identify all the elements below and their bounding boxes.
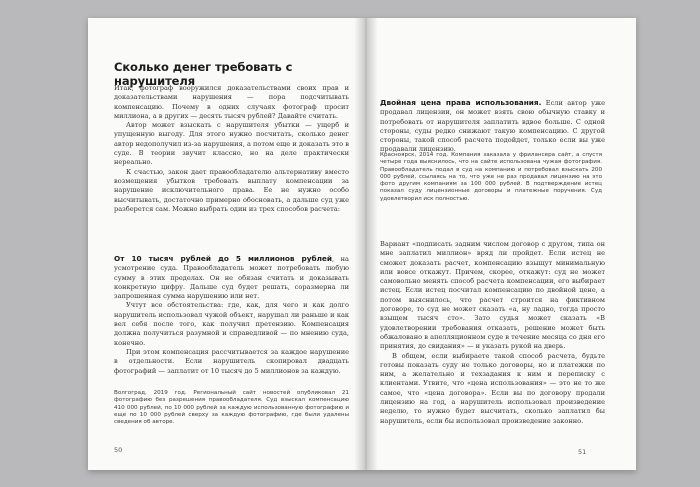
intro-text: [114, 84, 349, 214]
method-1-heading: От 10 тысяч рублей до 5 миллионов рублей: [114, 254, 332, 263]
page-title: Сколько денег требовать с нарушителя: [114, 60, 293, 88]
method-1-text: [114, 254, 349, 376]
paragraph-2: В общем, если выбираете такой способ расчета, будьте готовы показать суду не только договоры, но и платежки по ним, а желательно и техзадания к ним и переписку с клиентами. Утвите, что «цена использования» — это не то же самое, что «цена договора». Если вы по договору продали лицензию на год, а нарушитель использовал произведение неделю, то нужно будет высчитать, сколько заплатил бы нарушитель, если бы использовал произведение законно.: [380, 351, 605, 425]
example-note: Красноярск, 2014 год. Компания заказала у фрилансера сайт, а спустя четыре года выяснилось, что на сайте использована чужая фотография. Правообладатель подал в суд на компанию и потребовал взыскать 200 000 рублей, ссылаясь на то, что уже не раз продавал лицензию на это фото другим компаниям за 100 000 рублей. В подтверждение истец показал суду лицензионные договоры и платежные поручения. Суд удовлетворил иск полностью.: [380, 152, 602, 202]
right-page: [366, 18, 636, 470]
page-number: 50: [114, 446, 123, 454]
example-note: Волгоград, 2019 год. Региональный сайт новостей опубликовал 21 фотографию без разрешения правообладателя. Суд взыскал компенсацию 410 000 рублей, по 10 000 рублей за каждую использованную фотографию и еще по 10 000 рублей сверху за каждую фотографию, где были удалены сведения об авторе.: [114, 390, 349, 426]
paragraph-6: При этом компенсация рассчитывается за каждое нарушение в отдельности. Если нарушитель скопировал двадцать фотографий — заплатит от 10 тысяч до 5 миллионов за каждую.: [114, 347, 349, 375]
left-page: [88, 18, 366, 470]
page-number: 51: [578, 448, 587, 456]
paragraph-1: Вариант «подписать задним числом договор с другом, типа он мне заплатил миллион» вряд ли пройдет. Если истец не сможет доказать расчет, компенсацию взыщут минимальную или вовсе откажут. Причем, скорее, откажут: суд не может самовольно менять способ расчета компенсации, его выбирает истец. Если истец посчитал компенсацию по двойной цене, а потом выяснилось, что расчет строится на фиктивном договоре, то суд не может сказать «а, ну ладно, тогда просто взыщем тысяч сто». Зато судья может сказать «В удовлетворении требования отказать, решение может быть обжаловано в апелляционном суде в течение месяца со дня его принятия, до свидания» — и указать рукой на дверь.: [380, 240, 605, 351]
method-2-text: [380, 98, 605, 155]
open-book: [88, 18, 636, 470]
paragraph-1: Итак, фотограф вооружился доказательствами своих прав и доказательствами нарушения — пора подсчитывать компенсацию. Почему в одних случаях фотограф просит миллиона, а в других — десять тысяч рублей? Давайте считать.: [114, 84, 349, 120]
paragraph-3: К счастью, закон дает правообладателю альтернативу вместо возмещения убытков требовать выплату компенсации за нарушение исключительного права. Ее не нужно особо высчитывать, достаточно примерно обосновать, а дальше суд уже разберется сам. Можно выбрать один из трех способов расчета:: [114, 167, 349, 213]
paragraph-5: Учтут все обстоятельства: где, как, для чего и как долго нарушитель использовал чужой объект, нарушал ли раньше и как вел себя после того, как получил претензию. Компенсация должна получиться разумной и справедливой — по мнению суда, конечно.: [114, 301, 349, 347]
method-1-body: , на усмотрение суда. Правообладатель может потребовать любую сумму в этих пределах. Он не обязан считать и доказывать конкретную цифру. Дальше суд будет решать, соразмерна ли запрошенная сумма нарушению или нет.: [114, 255, 349, 301]
paragraph-2: Автор может взыскать с нарушителя убытки — ущерб и упущенную выгоду. Для этого нужно посчитать, сколько денег автор недополучил из-за нарушения, а потом еще и доказать это в суде. В теории звучит классно, но на деле практически нереально.: [114, 121, 349, 167]
right-body-text: [380, 240, 605, 426]
method-2-body: Если автор уже продавал лицензии, он может взять свою обычную ставку и потребовать от нарушителя заплатить вдвое больше. С одной стороны, суды редко снижают такую компенсацию. С другой стороны, такой способ расчета подойдет, только если вы уже продавали лицензию.: [380, 99, 605, 154]
method-2-heading: Двойная цена права использования.: [380, 98, 542, 107]
